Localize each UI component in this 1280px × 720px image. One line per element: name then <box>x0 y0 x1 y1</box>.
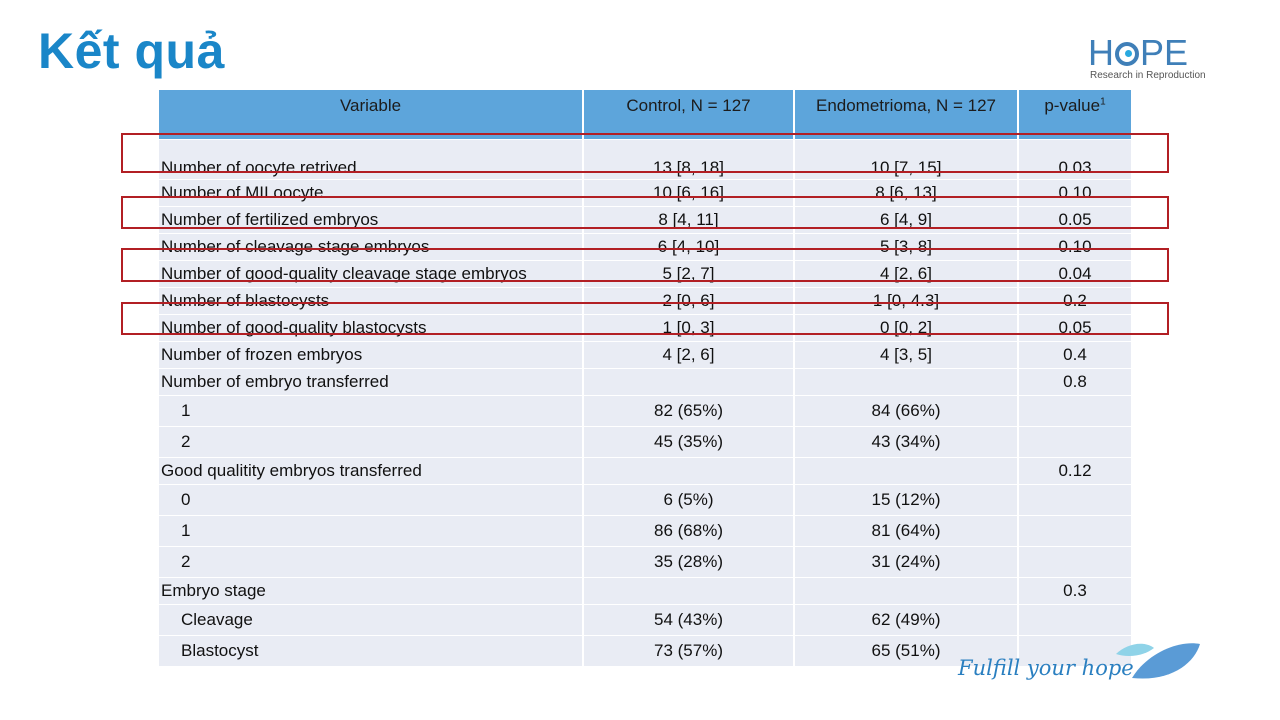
table-row <box>159 457 1131 484</box>
cell-endometrioma: 15 (12%) <box>793 484 1017 515</box>
leaf-logo-icon <box>1114 634 1204 684</box>
cell-control: 13 [8, 18] <box>582 139 793 179</box>
cell-pvalue: 0.2 <box>1017 287 1131 314</box>
cell-pvalue: 0.05 <box>1017 206 1131 233</box>
logo-letter-h: H <box>1088 32 1114 73</box>
cell-variable: Number of fertilized embryos <box>159 206 582 233</box>
cell-variable: 2 <box>159 426 582 457</box>
cell-pvalue <box>1017 426 1131 457</box>
cell-variable: 1 <box>159 395 582 426</box>
cell-control: 6 [4, 10] <box>582 233 793 260</box>
cell-control: 10 [6, 16] <box>582 179 793 206</box>
cell-control <box>582 457 793 484</box>
cell-control: 1 [0, 3] <box>582 314 793 341</box>
cell-pvalue <box>1017 515 1131 546</box>
table-row <box>159 426 1131 457</box>
cell-endometrioma: 0 [0, 2] <box>793 314 1017 341</box>
cell-control: 4 [2, 6] <box>582 341 793 368</box>
cell-control: 35 (28%) <box>582 546 793 577</box>
cell-endometrioma: 43 (34%) <box>793 426 1017 457</box>
logo-o-icon <box>1115 42 1139 66</box>
cell-pvalue <box>1017 395 1131 426</box>
results-table <box>159 90 1131 666</box>
cell-variable: Number of cleavage stage embryos <box>159 233 582 260</box>
cell-variable: Good qualitity embryos transferred <box>159 457 582 484</box>
header-pvalue <box>1017 90 1131 139</box>
cell-variable: Number of good-quality cleavage stage embryos <box>159 260 582 287</box>
cell-endometrioma: 65 (51%) <box>793 635 1017 666</box>
cell-endometrioma: 5 [3, 8] <box>793 233 1017 260</box>
cell-variable: Embryo stage <box>159 577 582 604</box>
cell-variable: 2 <box>159 546 582 577</box>
cell-variable: Cleavage <box>159 604 582 635</box>
cell-endometrioma: 10 [7, 15] <box>793 139 1017 179</box>
cell-control: 73 (57%) <box>582 635 793 666</box>
cell-control: 6 (5%) <box>582 484 793 515</box>
cell-control: 2 [0, 6] <box>582 287 793 314</box>
cell-variable: Blastocyst <box>159 635 582 666</box>
cell-endometrioma <box>793 368 1017 395</box>
cell-endometrioma: 81 (64%) <box>793 515 1017 546</box>
cell-endometrioma: 62 (49%) <box>793 604 1017 635</box>
cell-endometrioma: 6 [4, 9] <box>793 206 1017 233</box>
cell-variable: 0 <box>159 484 582 515</box>
cell-control: 54 (43%) <box>582 604 793 635</box>
highlight-box-good-quality-cleavage <box>121 248 1169 282</box>
table-row <box>159 368 1131 395</box>
highlight-box-oocyte-retrieved <box>121 133 1169 173</box>
leaf-small-shape <box>1116 644 1154 656</box>
table-row <box>159 604 1131 635</box>
cell-endometrioma <box>793 577 1017 604</box>
table-row <box>159 515 1131 546</box>
table-row <box>159 395 1131 426</box>
table-row <box>159 484 1131 515</box>
table-row <box>159 577 1131 604</box>
tagline: Fulfill your hope <box>958 656 1134 680</box>
cell-pvalue: 0.3 <box>1017 577 1131 604</box>
cell-pvalue <box>1017 604 1131 635</box>
logo-tagline: Research in Reproduction <box>1090 70 1206 81</box>
cell-control: 86 (68%) <box>582 515 793 546</box>
header-control: Control, N = 127 <box>582 90 793 139</box>
cell-pvalue: 0.04 <box>1017 260 1131 287</box>
table-row <box>159 341 1131 368</box>
cell-endometrioma: 4 [2, 6] <box>793 260 1017 287</box>
header-pvalue-footnote: 1 <box>1100 96 1106 108</box>
cell-variable: Number of frozen embryos <box>159 341 582 368</box>
cell-variable: Number of MII oocyte <box>159 179 582 206</box>
logo-letters-pe: PE <box>1140 32 1189 73</box>
cell-pvalue: 0.8 <box>1017 368 1131 395</box>
cell-control <box>582 368 793 395</box>
cell-variable: 1 <box>159 515 582 546</box>
highlight-box-fertilized-embryos <box>121 196 1169 229</box>
header-endometrioma: Endometrioma, N = 127 <box>793 90 1017 139</box>
table-row <box>159 546 1131 577</box>
cell-control: 8 [4, 11] <box>582 206 793 233</box>
cell-pvalue: 0.03 <box>1017 139 1131 179</box>
cell-pvalue <box>1017 484 1131 515</box>
cell-control: 82 (65%) <box>582 395 793 426</box>
cell-endometrioma: 31 (24%) <box>793 546 1017 577</box>
logo-wordmark <box>1088 32 1189 73</box>
cell-endometrioma: 84 (66%) <box>793 395 1017 426</box>
cell-pvalue: 0.10 <box>1017 233 1131 260</box>
cell-endometrioma: 8 [6, 13] <box>793 179 1017 206</box>
table-header-row <box>159 90 1131 139</box>
cell-endometrioma: 4 [3, 5] <box>793 341 1017 368</box>
cell-control: 5 [2, 7] <box>582 260 793 287</box>
slide-title: Kết quả <box>38 23 225 79</box>
cell-pvalue: 0.12 <box>1017 457 1131 484</box>
cell-variable: Number of good-quality blastocysts <box>159 314 582 341</box>
cell-pvalue <box>1017 546 1131 577</box>
header-pvalue-label: p-value <box>1044 96 1101 115</box>
cell-endometrioma <box>793 457 1017 484</box>
cell-pvalue: 0.10 <box>1017 179 1131 206</box>
hope-logo <box>1088 32 1206 84</box>
cell-control: 45 (35%) <box>582 426 793 457</box>
cell-variable: Number of oocyte retrived <box>159 139 582 179</box>
cell-pvalue: 0.05 <box>1017 314 1131 341</box>
cell-endometrioma: 1 [0, 4.3] <box>793 287 1017 314</box>
cell-variable: Number of blastocysts <box>159 287 582 314</box>
cell-variable: Number of embryo transferred <box>159 368 582 395</box>
cell-pvalue: 0.4 <box>1017 341 1131 368</box>
header-variable: Variable <box>159 90 582 139</box>
cell-control <box>582 577 793 604</box>
highlight-box-good-quality-blastocysts <box>121 302 1169 335</box>
